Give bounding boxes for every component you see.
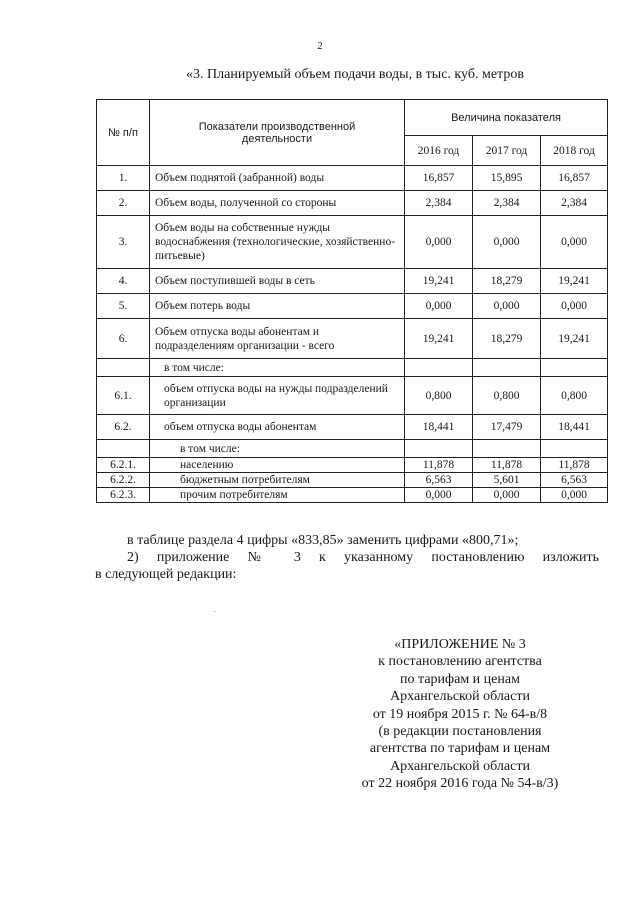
table-row <box>97 440 608 458</box>
header-values: Величина показателя <box>405 100 608 136</box>
value-2016: 2,384 <box>405 191 473 216</box>
paragraph-appendix-change: 2) приложение № 3 к указанному постановлению изложить <box>127 550 599 565</box>
value-2016: 0,800 <box>405 377 473 415</box>
value-2017: 15,895 <box>473 166 541 191</box>
row-indicator: Объем поднятой (забранной) воды <box>150 166 405 191</box>
row-indicator: Объем отпуска воды абонентам и подразделениям организации - всего <box>150 319 405 359</box>
row-number: 6.2.3. <box>97 488 150 503</box>
header-num: № п/п <box>97 100 150 166</box>
appendix-line: Архангельской области <box>390 689 530 705</box>
value-2017: 17,479 <box>473 415 541 440</box>
value-2018: 2,384 <box>541 191 608 216</box>
table-row <box>97 488 608 503</box>
row-number: 2. <box>97 191 150 216</box>
row-indicator: Объем воды на собственные нужды водоснабжения (технологические, хозяйственно-питьевые) <box>150 216 405 269</box>
value-2016: 6,563 <box>405 473 473 488</box>
value-2018: 6,563 <box>541 473 608 488</box>
value-2017: 18,279 <box>473 319 541 359</box>
table-row <box>97 294 608 319</box>
row-number <box>97 359 150 377</box>
scan-dot <box>214 611 215 612</box>
value-2018 <box>541 440 608 458</box>
row-indicator: прочим потребителям <box>150 488 405 503</box>
row-number <box>97 440 150 458</box>
value-2017: 5,601 <box>473 473 541 488</box>
table-row <box>97 191 608 216</box>
page-number: 2 <box>317 40 323 52</box>
row-indicator: Объем поступившей воды в сеть <box>150 269 405 294</box>
value-2018: 16,857 <box>541 166 608 191</box>
value-2017: 0,000 <box>473 488 541 503</box>
value-2016: 11,878 <box>405 458 473 473</box>
value-2016: 0,000 <box>405 488 473 503</box>
row-number: 6.2.1. <box>97 458 150 473</box>
value-2018: 18,441 <box>541 415 608 440</box>
row-number: 6.1. <box>97 377 150 415</box>
row-number: 5. <box>97 294 150 319</box>
row-indicator: объем отпуска воды абонентам <box>150 415 405 440</box>
appendix-line: (в редакции постановления <box>378 724 542 740</box>
value-2017: 11,878 <box>473 458 541 473</box>
row-indicator: объем отпуска воды на нужды подразделений организации <box>150 377 405 415</box>
value-2017: 2,384 <box>473 191 541 216</box>
value-2016 <box>405 359 473 377</box>
section-title: «3. Планируемый объем подачи воды, в тыс. куб. метров <box>186 67 524 82</box>
value-2017: 0,800 <box>473 377 541 415</box>
table-row <box>97 458 608 473</box>
appendix-line: по тарифам и ценам <box>400 671 520 687</box>
value-2018: 0,000 <box>541 216 608 269</box>
appendix-line: «ПРИЛОЖЕНИЕ № 3 <box>394 637 526 652</box>
value-2018: 19,241 <box>541 319 608 359</box>
water-supply-table <box>96 99 608 503</box>
value-2018: 0,000 <box>541 488 608 503</box>
value-2017 <box>473 440 541 458</box>
value-2018 <box>541 359 608 377</box>
row-indicator: в том числе: <box>150 359 405 377</box>
value-2016: 18,441 <box>405 415 473 440</box>
header-year: 2018 год <box>541 136 608 166</box>
value-2016: 19,241 <box>405 319 473 359</box>
value-2018: 19,241 <box>541 269 608 294</box>
row-indicator: бюджетным потребителям <box>150 473 405 488</box>
row-number: 3. <box>97 216 150 269</box>
value-2017: 18,279 <box>473 269 541 294</box>
row-number: 1. <box>97 166 150 191</box>
row-number: 4. <box>97 269 150 294</box>
value-2016: 19,241 <box>405 269 473 294</box>
row-indicator: в том числе: <box>150 440 405 458</box>
row-indicator: населению <box>150 458 405 473</box>
paragraph-replace-figure: в таблице раздела 4 цифры «833,85» заменить цифрами «800,71»; <box>127 533 519 548</box>
row-number: 6. <box>97 319 150 359</box>
value-2016 <box>405 440 473 458</box>
table-row <box>97 377 608 415</box>
table-row <box>97 415 608 440</box>
table-row <box>97 359 608 377</box>
row-indicator: Объем воды, полученной со стороны <box>150 191 405 216</box>
table-row <box>97 473 608 488</box>
value-2017: 0,000 <box>473 216 541 269</box>
appendix-line: от 22 ноября 2016 года № 54-в/3) <box>361 776 559 792</box>
row-number: 6.2.2. <box>97 473 150 488</box>
appendix-header <box>320 636 600 793</box>
appendix-line: агентства по тарифам и ценам <box>369 741 551 757</box>
value-2018: 0,800 <box>541 377 608 415</box>
appendix-line: от 19 ноября 2015 г. № 64-в/8 <box>372 706 548 722</box>
value-2018: 11,878 <box>541 458 608 473</box>
table-row <box>97 269 608 294</box>
appendix-line: Архангельской области <box>390 758 530 774</box>
table-row <box>97 216 608 269</box>
value-2016: 0,000 <box>405 216 473 269</box>
header-year: 2017 год <box>473 136 541 166</box>
value-2017 <box>473 359 541 377</box>
value-2016: 16,857 <box>405 166 473 191</box>
header-year: 2016 год <box>405 136 473 166</box>
table-row <box>97 166 608 191</box>
appendix-line: к постановлению агентства <box>378 654 542 670</box>
table-row <box>97 319 608 359</box>
row-indicator: Объем потерь воды <box>150 294 405 319</box>
header-indicators: Показатели производственной деятельности <box>150 100 405 166</box>
value-2016: 0,000 <box>405 294 473 319</box>
row-number: 6.2. <box>97 415 150 440</box>
paragraph-appendix-change-cont: в следующей редакции: <box>95 567 237 582</box>
value-2017: 0,000 <box>473 294 541 319</box>
value-2018: 0,000 <box>541 294 608 319</box>
